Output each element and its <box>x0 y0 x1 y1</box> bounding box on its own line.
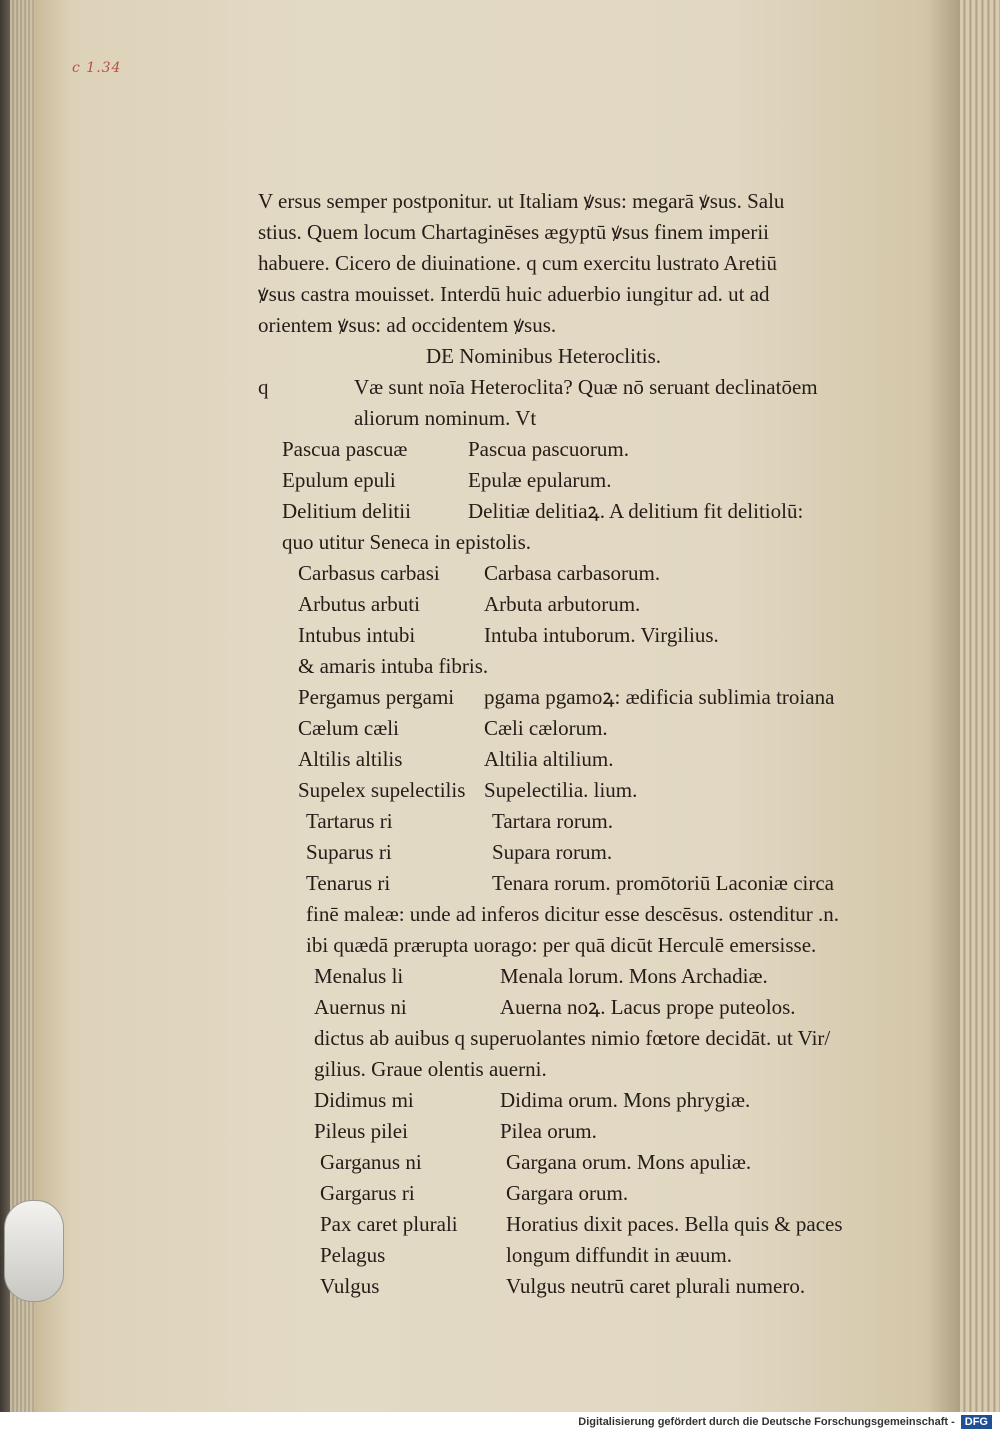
entry-singular: Tartarus ri <box>306 809 393 833</box>
entry-plural: Pilea orum. <box>500 1119 597 1143</box>
entry-singular: Arbutus arbuti <box>298 592 420 616</box>
section-heading: DE Nominibus Heteroclitis. <box>426 344 662 368</box>
entry-row <box>258 713 858 744</box>
entry-singular: Pelagus <box>320 1243 386 1267</box>
entry-row <box>258 837 858 868</box>
entry-row <box>258 434 858 465</box>
entry-singular: Pergamus pergami <box>298 685 455 709</box>
entry-singular: Didimus mi <box>314 1088 414 1112</box>
entry-singular: Auernus ni <box>314 995 407 1019</box>
entry-singular: Tenarus ri <box>306 871 391 895</box>
entry-row <box>258 1085 858 1116</box>
entry-singular: Epulum epuli <box>282 468 396 492</box>
entry-row <box>258 1178 858 1209</box>
entry-singular: Pax caret plurali <box>320 1212 458 1236</box>
entry-row <box>258 775 858 806</box>
question-text: Væ sunt noīa Heteroclita? Quæ nō seruant declinatōem <box>354 375 818 399</box>
entry-singular: Menalus li <box>314 964 404 988</box>
entry-singular: Intubus intubi <box>298 623 416 647</box>
footer-bar <box>0 1412 1000 1432</box>
question-line: aliorum nominum. Vt <box>354 406 537 430</box>
entry-plural: Gargara orum. <box>506 1181 629 1205</box>
entry-plural: Menala lorum. Mons Archadiæ. <box>500 964 768 988</box>
entry-plural: pgama pgamoꝝ: ædificia sublimia troiana <box>484 685 835 709</box>
entry-plural: Supelectilia. lium. <box>484 778 638 802</box>
footer-credit: Digitalisierung gefördert durch die Deutsche Forschungsgemeinschaft - <box>578 1416 955 1428</box>
entry-plural: Tartara rorum. <box>492 809 613 833</box>
entry-singular: Pileus pilei <box>314 1119 408 1143</box>
entry-plural: Carbasa carbasorum. <box>484 561 661 585</box>
entry-continuation: gilius. Graue olentis auerni. <box>314 1057 547 1081</box>
entry-singular: Supelex supelectilis <box>298 778 466 802</box>
entry-plural: Supara rorum. <box>492 840 613 864</box>
entry-plural: Arbuta arbutorum. <box>484 592 641 616</box>
question-line <box>258 372 858 403</box>
entry-row <box>258 1209 858 1240</box>
entry-row <box>258 806 858 837</box>
entry-row <box>258 1271 858 1302</box>
entry-row <box>258 1147 858 1178</box>
entry-plural: longum diffundit in æuum. <box>506 1243 732 1267</box>
page-clip <box>4 1200 64 1302</box>
entry-singular: Delitium delitii <box>282 499 411 523</box>
entry-continuation: dictus ab auibus q superuolantes nimio fœtore decidāt. ut Vir/ <box>314 1026 831 1050</box>
entry-plural: Cæli cælorum. <box>484 716 608 740</box>
entry-singular: Cælum cæli <box>298 716 399 740</box>
entry-plural: Tenara rorum. promōtoriū Laconiæ circa <box>492 871 834 895</box>
entry-plural: Delitiæ delitiaꝝ. A delitium fit delitiolū: <box>468 499 804 523</box>
entry-singular: Pascua pascuæ <box>282 437 408 461</box>
entry-row <box>258 961 858 992</box>
entry-plural: Horatius dixit paces. Bella quis & paces <box>506 1212 843 1236</box>
entry-singular: Gargarus ri <box>320 1181 415 1205</box>
entry-row <box>258 868 858 899</box>
entry-singular: Garganus ni <box>320 1150 422 1174</box>
entry-plural: Vulgus neutrū caret plurali numero. <box>506 1274 806 1298</box>
shelfmark: c 1.34 <box>72 60 122 76</box>
entry-singular: Carbasus carbasi <box>298 561 440 585</box>
text-block <box>258 186 858 1302</box>
entry-plural: Altilia altilium. <box>484 747 614 771</box>
entry-plural: Auerna noꝝ. Lacus prope puteolos. <box>500 995 796 1019</box>
entry-plural: Gargana orum. Mons apuliæ. <box>506 1150 752 1174</box>
entry-row <box>258 992 858 1023</box>
entry-row <box>258 744 858 775</box>
entry-plural: Didima orum. Mons phrygiæ. <box>500 1088 751 1112</box>
intro-line: habuere. Cicero de diuinatione. q cum exercitu lustrato Aretiū <box>258 251 777 275</box>
entry-row <box>258 558 858 589</box>
entry-row <box>258 1240 858 1271</box>
entry-row <box>258 620 858 651</box>
intro-line: stius. Quem locum Chartaginēses ægyptū ꝟsus finem imperii <box>258 220 770 244</box>
intro-line: orientem ꝟsus: ad occidentem ꝟsus. <box>258 313 557 337</box>
entry-row <box>258 1116 858 1147</box>
entry-continuation: quo utitur Seneca in epistolis. <box>282 530 532 554</box>
drop-letter: q <box>258 375 269 399</box>
entry-row <box>258 682 858 713</box>
entry-row <box>258 496 858 527</box>
dfg-logo: DFG <box>961 1415 992 1429</box>
intro-line: V ersus semper postponitur. ut Italiam ꝟsus: megarā ꝟsus. Salu <box>258 189 785 213</box>
entry-plural: Intuba intuborum. Virgilius. <box>484 623 719 647</box>
entry-singular: Altilis altilis <box>298 747 403 771</box>
entry-continuation: & amaris intuba fibris. <box>298 654 489 678</box>
entry-continuation: ibi quædā prærupta uorago: per quā dicūt Herculē emersisse. <box>306 933 817 957</box>
entry-row <box>258 465 858 496</box>
entry-singular: Vulgus <box>320 1274 380 1298</box>
entry-singular: Suparus ri <box>306 840 392 864</box>
entry-row <box>258 589 858 620</box>
entry-continuation: finē maleæ: unde ad inferos dicitur esse descēsus. ostenditur .n. <box>306 902 840 926</box>
intro-line: ꝟsus castra mouisset. Interdū huic aduerbio iungitur ad. ut ad <box>258 282 770 306</box>
entry-plural: Epulæ epularum. <box>468 468 612 492</box>
entry-plural: Pascua pascuorum. <box>468 437 629 461</box>
